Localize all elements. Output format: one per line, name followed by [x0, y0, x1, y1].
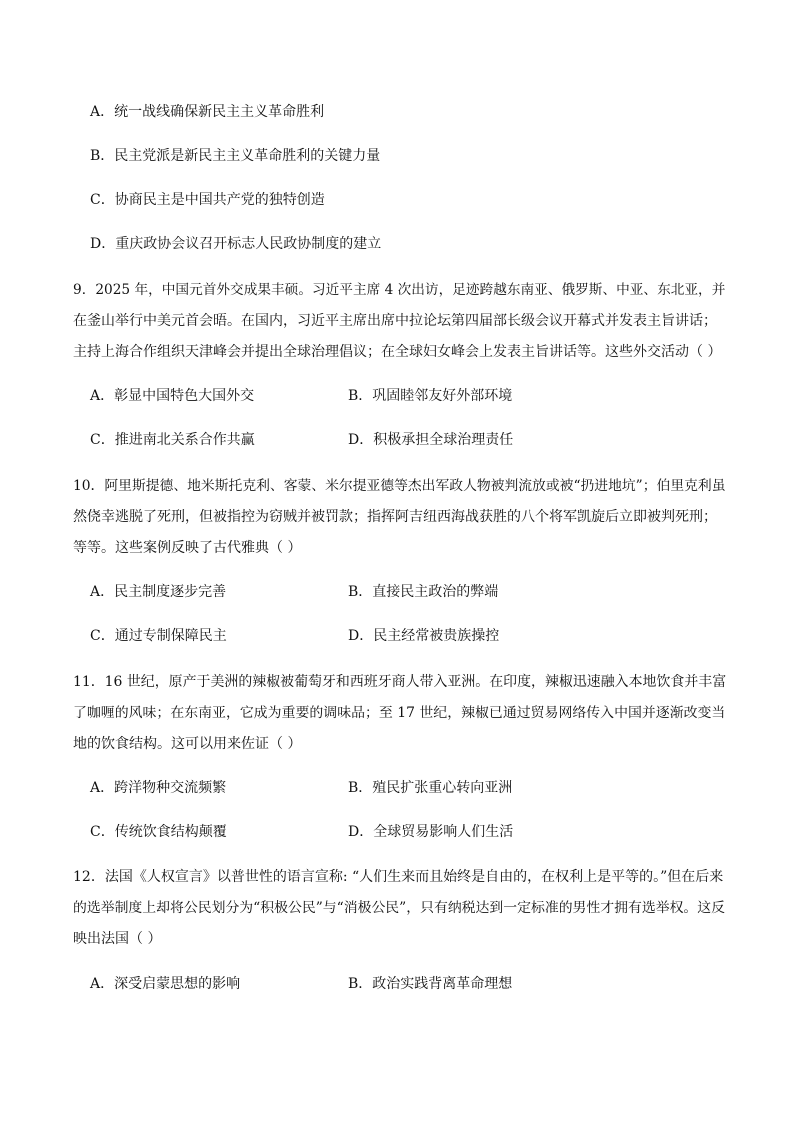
- q9-stem-line-2: 在釜山举行中美元首会晤。在国内，习近平主席出席中拉论坛第四届部长级会议开幕式并发表主旨讲话；: [73, 313, 717, 329]
- q12-stem-line-3: 映出法国（ ）: [73, 931, 162, 947]
- q9-stem-line-3: 主持上海合作组织天津峰会并提出全球治理倡议；在全球妇女峰会上发表主旨讲话等。这些外交活动（ ）: [73, 344, 722, 360]
- q11-option-d: D．全球贸易影响人们生活: [348, 824, 514, 840]
- q10-stem-line-2: 然侥幸逃脱了死刑，但被指控为窃贼并被罚款；指挥阿吉纽西海战获胜的八个将军凯旋后立即被判死刑；: [73, 509, 717, 525]
- q9-stem-line-1: 9．2025 年，中国元首外交成果丰硕。习近平主席 4 次出访，足迹跨越东南亚、俄罗斯、中亚、东北亚，并: [73, 282, 726, 298]
- q11-option-a: A．跨洋物种交流频繁: [90, 780, 227, 796]
- q9-option-b: B．巩固睦邻友好外部环境: [348, 388, 513, 404]
- q12-option-b: B．政治实践背离革命理想: [348, 976, 513, 992]
- q8-option-d: D．重庆政协会议召开标志人民政协制度的建立: [90, 236, 382, 252]
- q11-option-b: B．殖民扩张重心转向亚洲: [348, 780, 513, 796]
- q9-option-d: D．积极承担全球治理责任: [348, 432, 514, 448]
- q10-option-b: B．直接民主政治的弊端: [348, 584, 499, 600]
- q10-stem-line-1: 10．阿里斯提德、地米斯托克利、客蒙、米尔提亚德等杰出军政人物被判流放或被“扔进地坑”；伯里克利虽: [73, 478, 726, 494]
- q10-option-d: D．民主经常被贵族操控: [348, 628, 500, 644]
- q8-option-b: B．民主党派是新民主主义革命胜利的关键力量: [90, 148, 381, 164]
- q11-stem-line-2: 了咖喱的风味；在东南亚，它成为重要的调味品；至 17 世纪，辣椒已通过贸易网络传入中国并逐渐改变当: [73, 705, 726, 721]
- q10-stem-line-3: 等等。这些案例反映了古代雅典（ ）: [73, 540, 302, 556]
- q8-option-c: C．协商民主是中国共产党的独特创造: [90, 192, 325, 208]
- q11-option-c: C．传统饮食结构颠覆: [90, 824, 227, 840]
- q11-stem-line-1: 11．16 世纪，原产于美洲的辣椒被葡萄牙和西班牙商人带入亚洲。在印度，辣椒迅速融入本地饮食并丰富: [73, 674, 727, 690]
- q9-option-c: C．推进南北关系合作共赢: [90, 432, 255, 448]
- q12-option-a: A．深受启蒙思想的影响: [90, 976, 241, 992]
- q8-option-a: A．统一战线确保新民主主义革命胜利: [90, 104, 325, 120]
- q9-option-a: A．彰显中国特色大国外交: [90, 388, 255, 404]
- q10-option-a: A．民主制度逐步完善: [90, 584, 227, 600]
- q12-stem-line-1: 12．法国《人权宣言》以普世性的语言宣称: “人们生来而且始终是自由的，在权利上是平等的。”但在后来: [73, 869, 724, 885]
- q12-stem-line-2: 的选举制度上却将公民划分为“积极公民”与“消极公民”，只有纳税达到一定标准的男性才拥有选举权。这反: [73, 900, 726, 916]
- q11-stem-line-3: 地的饮食结构。这可以用来佐证（ ）: [73, 736, 302, 752]
- q10-option-c: C．通过专制保障民主: [90, 628, 227, 644]
